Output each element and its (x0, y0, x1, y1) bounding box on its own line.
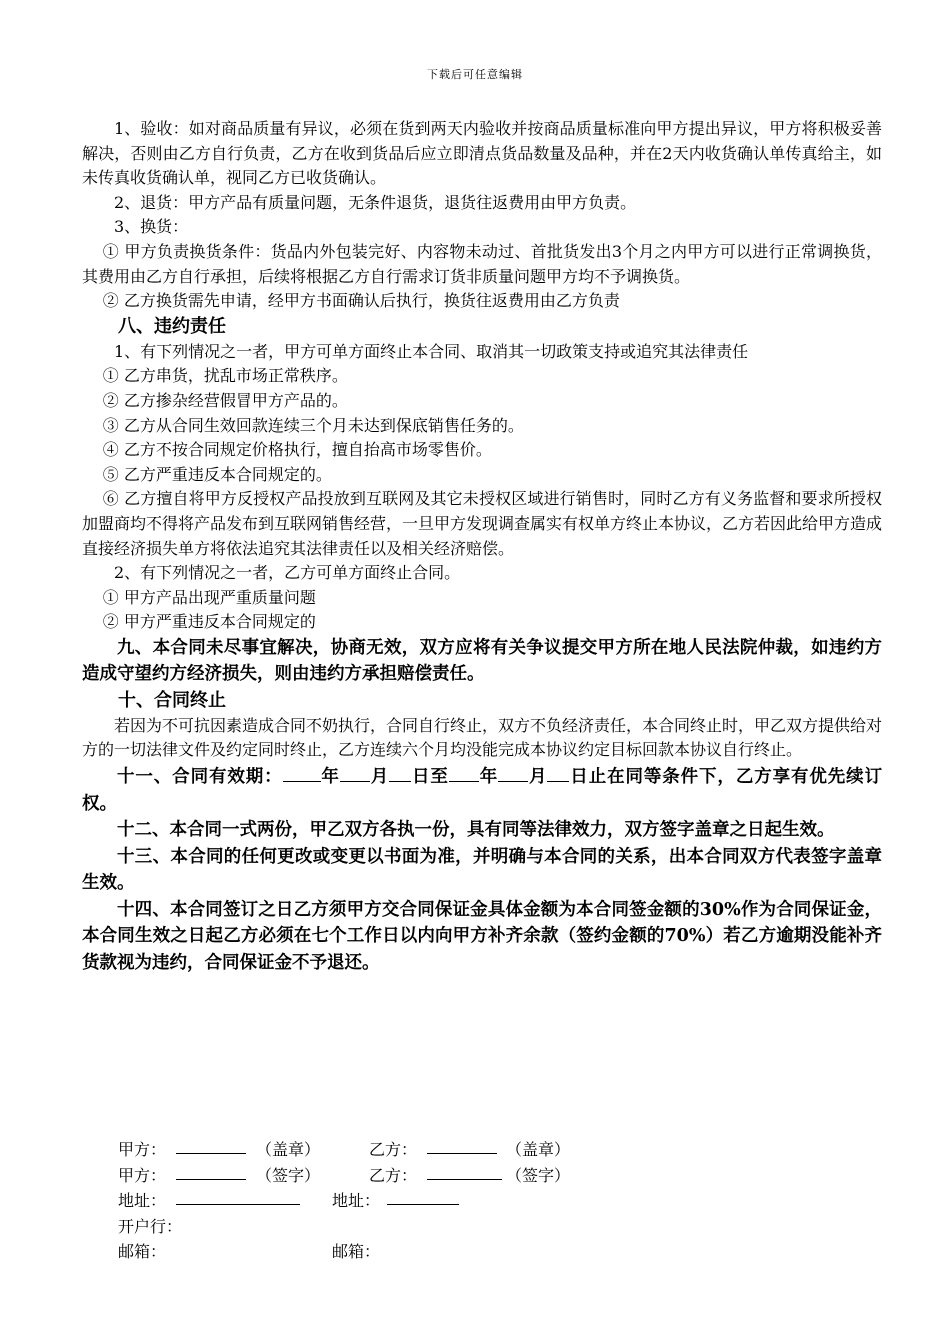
signature-row-address (118, 1188, 718, 1214)
blank-year-1[interactable] (283, 763, 321, 782)
party-a-sign-label: （签字） (256, 1165, 321, 1185)
party-a-label-2: 甲方： (118, 1165, 167, 1185)
party-b-address-label: 地址： (332, 1191, 381, 1210)
party-a-label: 甲方： (118, 1140, 167, 1159)
party-b-sign-blank[interactable] (427, 1161, 502, 1180)
section-heading-14: 十四、本合同签订之日乙方须甲方交合同保证金具体金额为本合同签金额的30%作为合同保证金，本合同生效之日起乙方必须在七个工作日以内向甲方补齐余款（签约金额的70%）若乙方逾期没能补齐货款视为违约，合同保证金不予退还。 (82, 899, 882, 973)
month-label-1: 月 (369, 767, 390, 788)
signature-row-bank (118, 1214, 718, 1240)
party-b-label: 乙方： (369, 1140, 418, 1159)
breach-item-1: ① 乙方串货，扰乱市场正常秩序。 (102, 366, 348, 386)
party-b-seal-label: （盖章） (506, 1140, 571, 1159)
bank-label: 开户行： (118, 1216, 183, 1236)
party-a-seal-blank[interactable] (176, 1135, 246, 1154)
blank-day-2[interactable] (547, 763, 569, 782)
header-note: 下载后可任意编辑 (427, 68, 523, 81)
termination-clause: 若因为不可抗因素造成合同不奶执行，合同自行终止，双方不负经济责任，本合同终止时，甲乙双方提供给对方的一切法律文件及约定同时终止，乙方连续六个月均没能完成本协议约定目标回款本协议自行终止。 (82, 715, 883, 760)
day-label-1: 日至 (411, 767, 449, 788)
party-b-label-2: 乙方： (369, 1165, 418, 1185)
section-heading-10: 十、合同终止 (118, 689, 226, 711)
party-a-email-label: 邮箱： (118, 1242, 167, 1261)
party-a-address-blank[interactable] (176, 1186, 300, 1205)
signature-row-sign (118, 1163, 718, 1189)
party-b-address-blank[interactable] (387, 1186, 459, 1205)
year-label-1: 年 (320, 767, 340, 788)
section-heading-12: 十二、本合同一式两份，甲乙双方各执一份，具有同等法律效力，双方签字盖章之日起生效。 (117, 820, 835, 841)
section-heading-8: 八、违约责任 (118, 315, 226, 337)
contract-body (82, 117, 882, 976)
signature-row-seal (118, 1137, 718, 1163)
exchange-item-2: ② 乙方换货需先申请，经甲方书面确认后执行，换货往返费用由乙方负责 (102, 291, 620, 311)
party-a-address-label: 地址： (118, 1191, 167, 1210)
signature-block (118, 1137, 718, 1265)
party-b-seal-blank[interactable] (427, 1135, 497, 1154)
year-label-2: 年 (478, 767, 499, 788)
blank-day-1[interactable] (389, 763, 411, 782)
breach-item-b: ② 甲方严重违反本合同规定的 (102, 612, 316, 632)
breach-item-a: ① 甲方产品出现严重质量问题 (102, 587, 316, 607)
section-heading-11 (82, 763, 882, 817)
breach-item-4: ④ 乙方不按合同规定价格执行，擅自抬高市场零售价。 (102, 440, 492, 460)
blank-month-1[interactable] (340, 763, 370, 782)
breach-clause-2: 2、有下列情况之一者，乙方可单方面终止合同。 (114, 563, 461, 583)
clause-exchange: 3、换货： (114, 217, 189, 237)
breach-item-6: ⑥ 乙方擅自将甲方反授权产品投放到互联网及其它未授权区域进行销售时，同时乙方有义务监督和要求所授权加盟商均不得将产品发布到互联网销售经营，一旦甲方发现调查属实有权单方终止本协议，乙方若因此给甲方造成直接经济损失单方将依法追究其法律责任以及相关经济赔偿。 (82, 489, 883, 558)
signature-row-email (118, 1239, 718, 1265)
party-b-email-label: 邮箱： (332, 1242, 381, 1261)
exchange-item-1: ① 甲方负责换货条件：货品内外包装完好、内容物未动过、首批货发出3个月之内甲方可以进行正常调换货，其费用由乙方自行承担，后续将根据乙方自行需求订货非质量问题甲方均不予调换货。 (82, 241, 882, 286)
party-b-sign-label: （签字） (506, 1165, 571, 1185)
clause-acceptance: 1、验收：如对商品质量有异议，必须在货到两天内验收并按商品质量标准向甲方提出异议，甲方将积极妥善解决，否则由乙方自行负责，乙方在收到货品后应立即清点货品数量及品种，并在2天内收货确认单传真给主，如未传真收货确认单，视同乙方已收货确认。 (82, 119, 882, 188)
clause-return: 2、退货：甲方产品有质量问题，无条件退货，退货往返费用由甲方负责。 (114, 192, 637, 212)
section-heading-9: 九、本合同未尽事宜解决，协商无效，双方应将有关争议提交甲方所在地人民法院仲裁，如违约方造成守望约方经济损失，则由违约方承担赔偿责任。 (82, 637, 882, 685)
breach-item-2: ② 乙方掺杂经营假冒甲方产品的。 (102, 390, 348, 410)
breach-clause-1: 1、有下列情况之一者，甲方可单方面终止本合同、取消其一切政策支持或追究其法律责任 (114, 341, 749, 361)
section-heading-13: 十三、本合同的任何更改或变更以书面为准，并明确与本合同的关系，出本合同双方代表签字盖章生效。 (82, 846, 882, 894)
term-label: 十一、合同有效期： (117, 767, 283, 788)
blank-month-2[interactable] (498, 763, 528, 782)
month-label-2: 月 (528, 767, 548, 788)
party-a-seal-label: （盖章） (256, 1140, 321, 1159)
party-a-sign-blank[interactable] (176, 1161, 246, 1180)
blank-year-2[interactable] (449, 763, 479, 782)
breach-item-5: ⑤ 乙方严重违反本合同规定的。 (102, 464, 332, 484)
breach-item-3: ③ 乙方从合同生效回款连续三个月未达到保底销售任务的。 (102, 415, 524, 435)
day-label-2: 日止在同等条件下，乙方享有优先续订权。 (82, 767, 883, 814)
